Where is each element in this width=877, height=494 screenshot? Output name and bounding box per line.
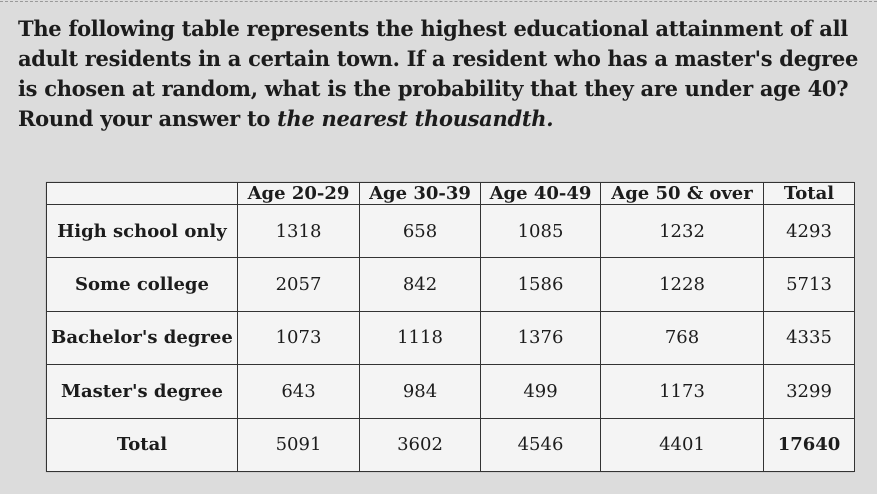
- header-total: Total: [764, 183, 855, 205]
- table-cell: 1073: [238, 311, 360, 364]
- table-row: [47, 311, 855, 364]
- row-total-cell: 3299: [764, 365, 855, 418]
- table-cell: 643: [238, 365, 360, 418]
- row-total-cell: 5713: [764, 258, 855, 311]
- column-total-cell: 3602: [360, 418, 481, 471]
- question-text: [18, 14, 868, 134]
- table-cell: 768: [601, 311, 764, 364]
- row-label-total: Total: [47, 418, 238, 471]
- row-total-cell: 4335: [764, 311, 855, 364]
- table-cell: 1318: [238, 205, 360, 258]
- table-cell: 842: [360, 258, 481, 311]
- header-corner: [47, 183, 238, 205]
- row-label-masters: Master's degree: [47, 365, 238, 418]
- table-cell: 1228: [601, 258, 764, 311]
- table-row: [47, 205, 855, 258]
- header-age-40-49: Age 40-49: [481, 183, 601, 205]
- table-cell: 1085: [481, 205, 601, 258]
- header-age-20-29: Age 20-29: [238, 183, 360, 205]
- question-main: The following table represents the highest educational attainment of all adult residents in a certain town. If a resident who has a master's degree is chosen at random, what is the probability that they are under age 40? Round your answer to: [18, 16, 859, 131]
- row-label-bachelors: Bachelor's degree: [47, 311, 238, 364]
- table-cell: 2057: [238, 258, 360, 311]
- row-label-some-college: Some college: [47, 258, 238, 311]
- top-divider: [0, 1, 877, 2]
- column-total-cell: 4401: [601, 418, 764, 471]
- row-total-cell: 4293: [764, 205, 855, 258]
- table-cell: 1232: [601, 205, 764, 258]
- attainment-table: [46, 182, 855, 472]
- table-cell: 658: [360, 205, 481, 258]
- table-header-row: [47, 183, 855, 205]
- attainment-table-container: [46, 182, 854, 472]
- table-cell: 984: [360, 365, 481, 418]
- table-row: [47, 365, 855, 418]
- row-label-high-school: High school only: [47, 205, 238, 258]
- question-italic: the nearest thousandth.: [277, 106, 554, 131]
- table-row: [47, 258, 855, 311]
- table-cell: 499: [481, 365, 601, 418]
- column-total-cell: 5091: [238, 418, 360, 471]
- grand-total-cell: 17640: [764, 418, 855, 471]
- table-cell: 1173: [601, 365, 764, 418]
- table-total-row: [47, 418, 855, 471]
- table-cell: 1586: [481, 258, 601, 311]
- table-cell: 1376: [481, 311, 601, 364]
- header-age-30-39: Age 30-39: [360, 183, 481, 205]
- column-total-cell: 4546: [481, 418, 601, 471]
- table-cell: 1118: [360, 311, 481, 364]
- header-age-50-over: Age 50 & over: [601, 183, 764, 205]
